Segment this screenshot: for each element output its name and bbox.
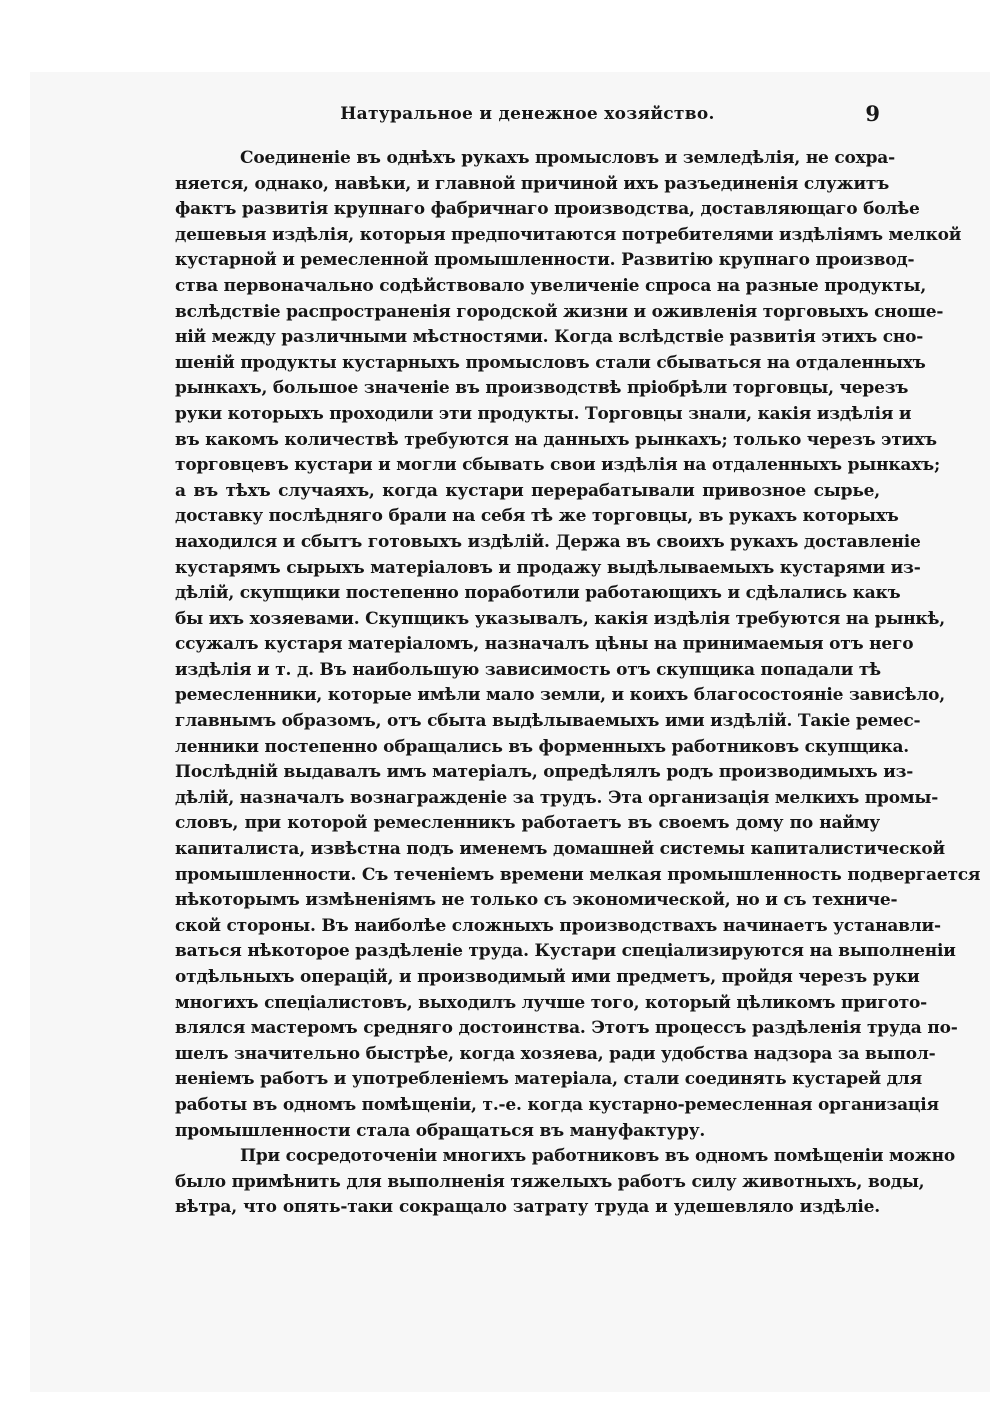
- text-line: неніемъ работъ и употребленіемъ матеріала, стали соединять кустарей для: [175, 1069, 922, 1090]
- text-line: торговцевъ кустари и могли сбывать свои издѣлія на отдаленныхъ рынкахъ;: [175, 455, 941, 476]
- text-line: няется, однако, навѣки, и главной причиной ихъ разъединенія служитъ: [175, 173, 890, 194]
- paragraph-2: [175, 1144, 956, 1221]
- text-line: дешевыя издѣлія, которыя предпочитаются потребителями издѣліямъ мелкой: [175, 224, 962, 245]
- text-line: находился и сбытъ готовыхъ издѣлій. Держа въ своихъ рукахъ доставленіе: [175, 531, 921, 552]
- text-line: доставку послѣдняго брали на себя тѣ же торговцы, въ рукахъ которыхъ: [175, 506, 899, 527]
- text-line: промышленности. Съ теченіемъ времени мелкая промышленность подвергается: [175, 864, 981, 885]
- text-line: дѣлій, скупщики постепенно поработили работающихъ и сдѣлались какъ: [175, 583, 901, 604]
- text-line: многихъ спеціалистовъ, выходилъ лучше того, который цѣликомъ пригото-: [175, 992, 928, 1013]
- text-line: капиталиста, извѣстна подъ именемъ домашней системы капиталистической: [175, 839, 945, 860]
- text-line: бы ихъ хозяевами. Скупщикъ указывалъ, какія издѣлія требуются на рынкѣ,: [175, 608, 945, 629]
- text-line: ства первоначально содѣйствовало увеличеніе спроса на разные продукты,: [175, 275, 927, 296]
- page-header: [175, 102, 880, 136]
- text-line: кустарямъ сырыхъ матеріаловъ и продажу выдѣлываемыхъ кустарями из-: [175, 557, 921, 578]
- text-line: было примѣнить для выполненія тяжелыхъ работъ силу животныхъ, воды,: [175, 1171, 925, 1192]
- text-line: влялся мастеромъ средняго достоинства. Этотъ процессъ раздѣленія труда по-: [175, 1018, 958, 1039]
- text-line: издѣлія и т. д. Въ наибольшую зависимость отъ скупщика попадали тѣ: [175, 659, 881, 680]
- text-line: а въ тѣхъ случаяхъ, когда кустари перерабатывали привозное сырье,: [175, 480, 880, 501]
- paragraph-1: [175, 146, 981, 1144]
- text-line: Послѣдній выдавалъ имъ матеріалъ, опредѣлялъ родъ производимыхъ из-: [175, 762, 914, 783]
- text-line: ленники постепенно обращались въ форменныхъ работниковъ скупщика.: [175, 736, 910, 757]
- text-line: ской стороны. Въ наиболѣе сложныхъ производствахъ начинаетъ устанавли-: [175, 915, 941, 936]
- body-text: [175, 146, 981, 1221]
- text-line: вѣтра, что опять-таки сокращало затрату труда и удешевляло издѣліе.: [175, 1197, 880, 1218]
- text-line: ссужалъ кустаря матеріаломъ, назначалъ цѣны на принимаемыя отъ него: [175, 634, 914, 655]
- book-page: [175, 101, 981, 1221]
- text-line: вслѣдствіе распространенія городской жизни и оживленія торговыхъ сноше-: [175, 301, 944, 322]
- text-line: Соединеніе въ однѣхъ рукахъ промысловъ и земледѣлія, не сохра-: [240, 148, 895, 168]
- text-line: ремесленники, которые имѣли мало земли, и коихъ благосостояніе зависѣло,: [175, 685, 946, 706]
- text-line: дѣлій, назначалъ вознагражденіе за трудъ. Эта организація мелкихъ промы-: [175, 787, 939, 808]
- text-line: работы въ одномъ помѣщеніи, т.-е. когда кустарно-ремесленная организація: [175, 1094, 939, 1115]
- text-line: ній между различными мѣстностями. Когда вслѣдствіе развитія этихъ сно-: [175, 327, 924, 348]
- text-line: ваться нѣкоторое раздѣленіе труда. Кустари спеціализируются на выполненіи: [175, 941, 956, 962]
- text-line: шелъ значительно быстрѣе, когда хозяева, ради удобства надзора за выпол-: [175, 1043, 936, 1064]
- text-line: главнымъ образомъ, отъ сбыта выдѣлываемыхъ ими издѣлій. Такіе ремес-: [175, 711, 921, 732]
- running-title: Натуральное и денежное хозяйство.: [340, 104, 715, 124]
- text-line: рынкахъ, большое значеніе въ производствѣ пріобрѣли торговцы, черезъ: [175, 378, 909, 399]
- text-line: При сосредоточеніи многихъ работниковъ въ одномъ помѣщеніи можно: [240, 1146, 956, 1167]
- text-line: кустарной и ремесленной промышленности. Развитію крупнаго производ-: [175, 250, 915, 271]
- text-line: промышленности стала обращаться въ мануфактуру.: [175, 1120, 706, 1141]
- text-line: отдѣльныхъ операцій, и производимый ими предметъ, пройдя черезъ руки: [175, 967, 920, 987]
- text-line: нѣкоторымъ измѣненіямъ не только съ экономической, но и съ техниче-: [175, 890, 898, 911]
- page-number: 9: [865, 101, 880, 126]
- text-line: шеній продукты кустарныхъ промысловъ стали сбываться на отдаленныхъ: [175, 352, 926, 373]
- text-line: руки которыхъ проходили эти продукты. Торговцы знали, какія издѣлія и: [175, 403, 912, 424]
- text-line: фактъ развитія крупнаго фабричнаго производства, доставляющаго болѣе: [175, 199, 920, 220]
- text-line: словъ, при которой ремесленникъ работаетъ въ своемъ дому по найму: [175, 813, 880, 834]
- text-line: въ какомъ количествѣ требуются на данныхъ рынкахъ; только черезъ этихъ: [175, 429, 937, 450]
